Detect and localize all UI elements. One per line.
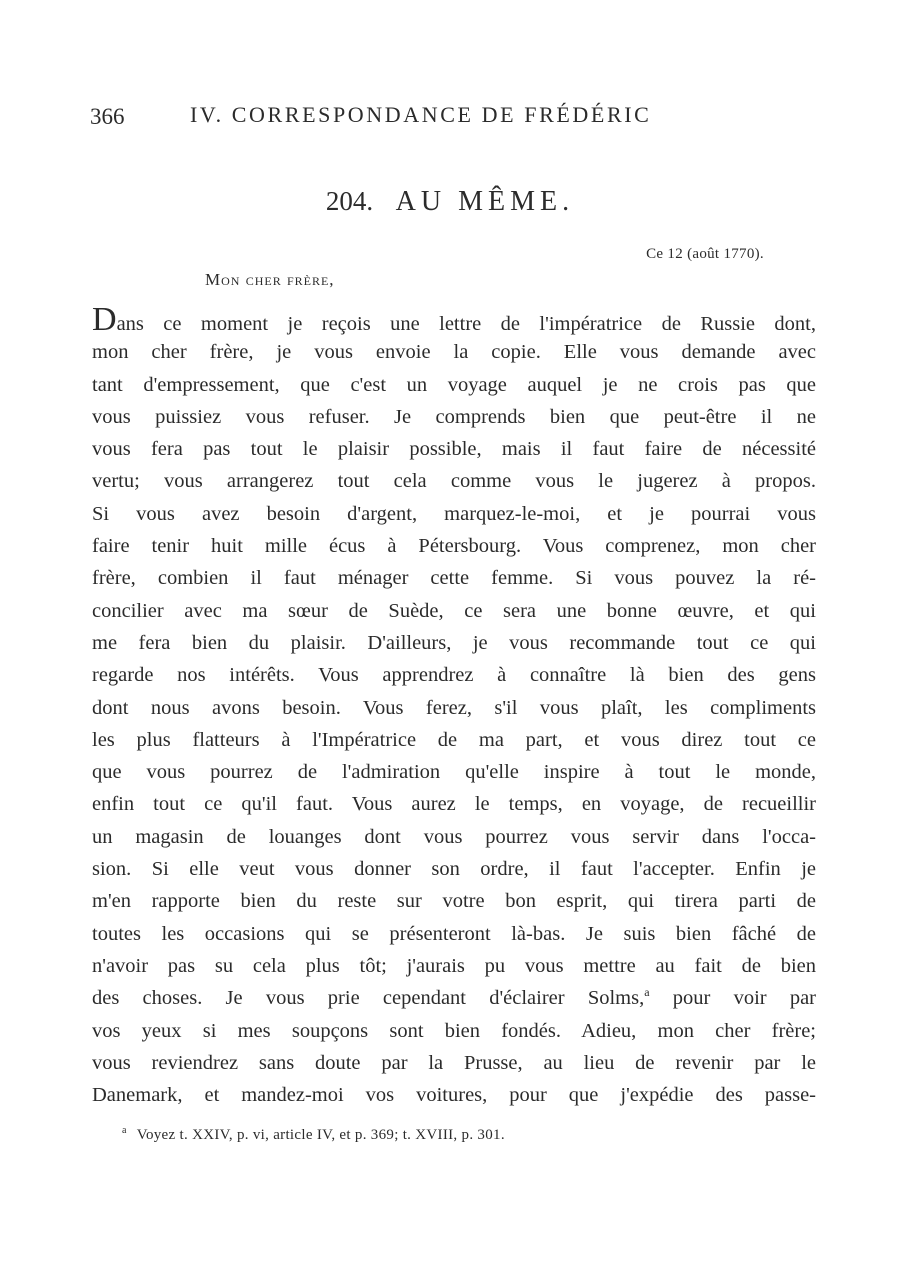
body-line: Danemark, et mandez-moi vos voitures, pour que j'expédie des passe- [92, 1084, 816, 1107]
body-line: un magasin de louanges dont vous pourrez vous servir dans l'occa- [92, 825, 816, 848]
body-line: vertu; vous arrangerez tout cela comme vous le jugerez à propos. [92, 470, 816, 493]
footnote [122, 1127, 722, 1144]
body-line: enfin tout ce qu'il faut. Vous aurez le temps, en voyage, de recueillir [92, 793, 816, 816]
body-line: mon cher frère, je vous envoie la copie. Elle vous demande avec [92, 341, 816, 364]
running-head [90, 98, 730, 138]
body-line: frère, combien il faut ménager cette femme. Si vous pouvez la ré- [92, 567, 816, 590]
footnote-marker: a [122, 1125, 127, 1136]
body-line: des choses. Je vous prie cependant d'éclairer Solms,$^a$ pour voir par [92, 985, 816, 1010]
body-line: Si vous avez besoin d'argent, marquez-le-moi, et je pourrai vous [92, 502, 816, 525]
body-line: n'avoir pas su cela plus tôt; j'aurais pu vous mettre au fait de bien [92, 954, 816, 977]
drop-cap: D [92, 301, 117, 338]
body-line: dont nous avons besoin. Vous ferez, s'il vous plaît, les compliments [92, 696, 816, 719]
letter-body [92, 301, 816, 1111]
body-line: vos yeux si mes soupçons sont bien fondés. Adieu, mon cher frère; [92, 1019, 816, 1042]
body-line: toutes les occasions qui se présenteront là-bas. Je suis bien fâché de [92, 922, 816, 945]
body-line: que vous pourrez de l'admiration qu'elle inspire à tout le monde, [92, 761, 816, 784]
body-line: regarde nos intérêts. Vous apprendrez à connaître là bien des gens [92, 664, 816, 687]
running-head-title: IV. CORRESPONDANCE DE FRÉDÉRIC [190, 102, 652, 127]
page-number: 366 [90, 104, 125, 129]
body-line: vous reviendrez sans doute par la Prusse, au lieu de revenir par le [92, 1051, 816, 1074]
body-line: tant d'empressement, que c'est un voyage auquel je ne crois pas que [92, 373, 816, 396]
body-line: Dans ce moment je reçois une lettre de l'impératrice de Russie dont, [92, 301, 816, 338]
body-line: me fera bien du plaisir. D'ailleurs, je vous recommande tout ce qui [92, 631, 816, 654]
body-line: sion. Si elle veut vous donner son ordre, il faut l'accepter. Enfin je [92, 858, 816, 881]
body-line: m'en rapporte bien du reste sur votre bon esprit, qui tirera parti de [92, 890, 816, 913]
body-line: vous puissiez vous refuser. Je comprends bien que peut-être il ne [92, 405, 816, 428]
letter-number: 204. [325, 186, 374, 216]
letter-title: AU MÊME. [395, 186, 575, 217]
body-line: vous fera pas tout le plaisir possible, mais il faut faire de nécessité [92, 438, 816, 461]
body-line: faire tenir huit mille écus à Pétersbourg. Vous comprenez, mon cher [92, 535, 816, 558]
body-line: concilier avec ma sœur de Suède, ce sera une bonne œuvre, et qui [92, 599, 816, 622]
footnote-ref[interactable]: a [644, 985, 650, 1000]
footnote-text: Voyez t. XXIV, p. vi, article IV, et p. 369; t. XVIII, p. 301. [136, 1127, 505, 1143]
letter-date: Ce 12 (août 1770). [646, 246, 764, 262]
body-line: les plus flatteurs à l'Impératrice de ma part, et vous direz tout ce [92, 728, 816, 751]
letter-heading [0, 186, 900, 218]
salutation: Mon cher frère, [205, 270, 335, 289]
